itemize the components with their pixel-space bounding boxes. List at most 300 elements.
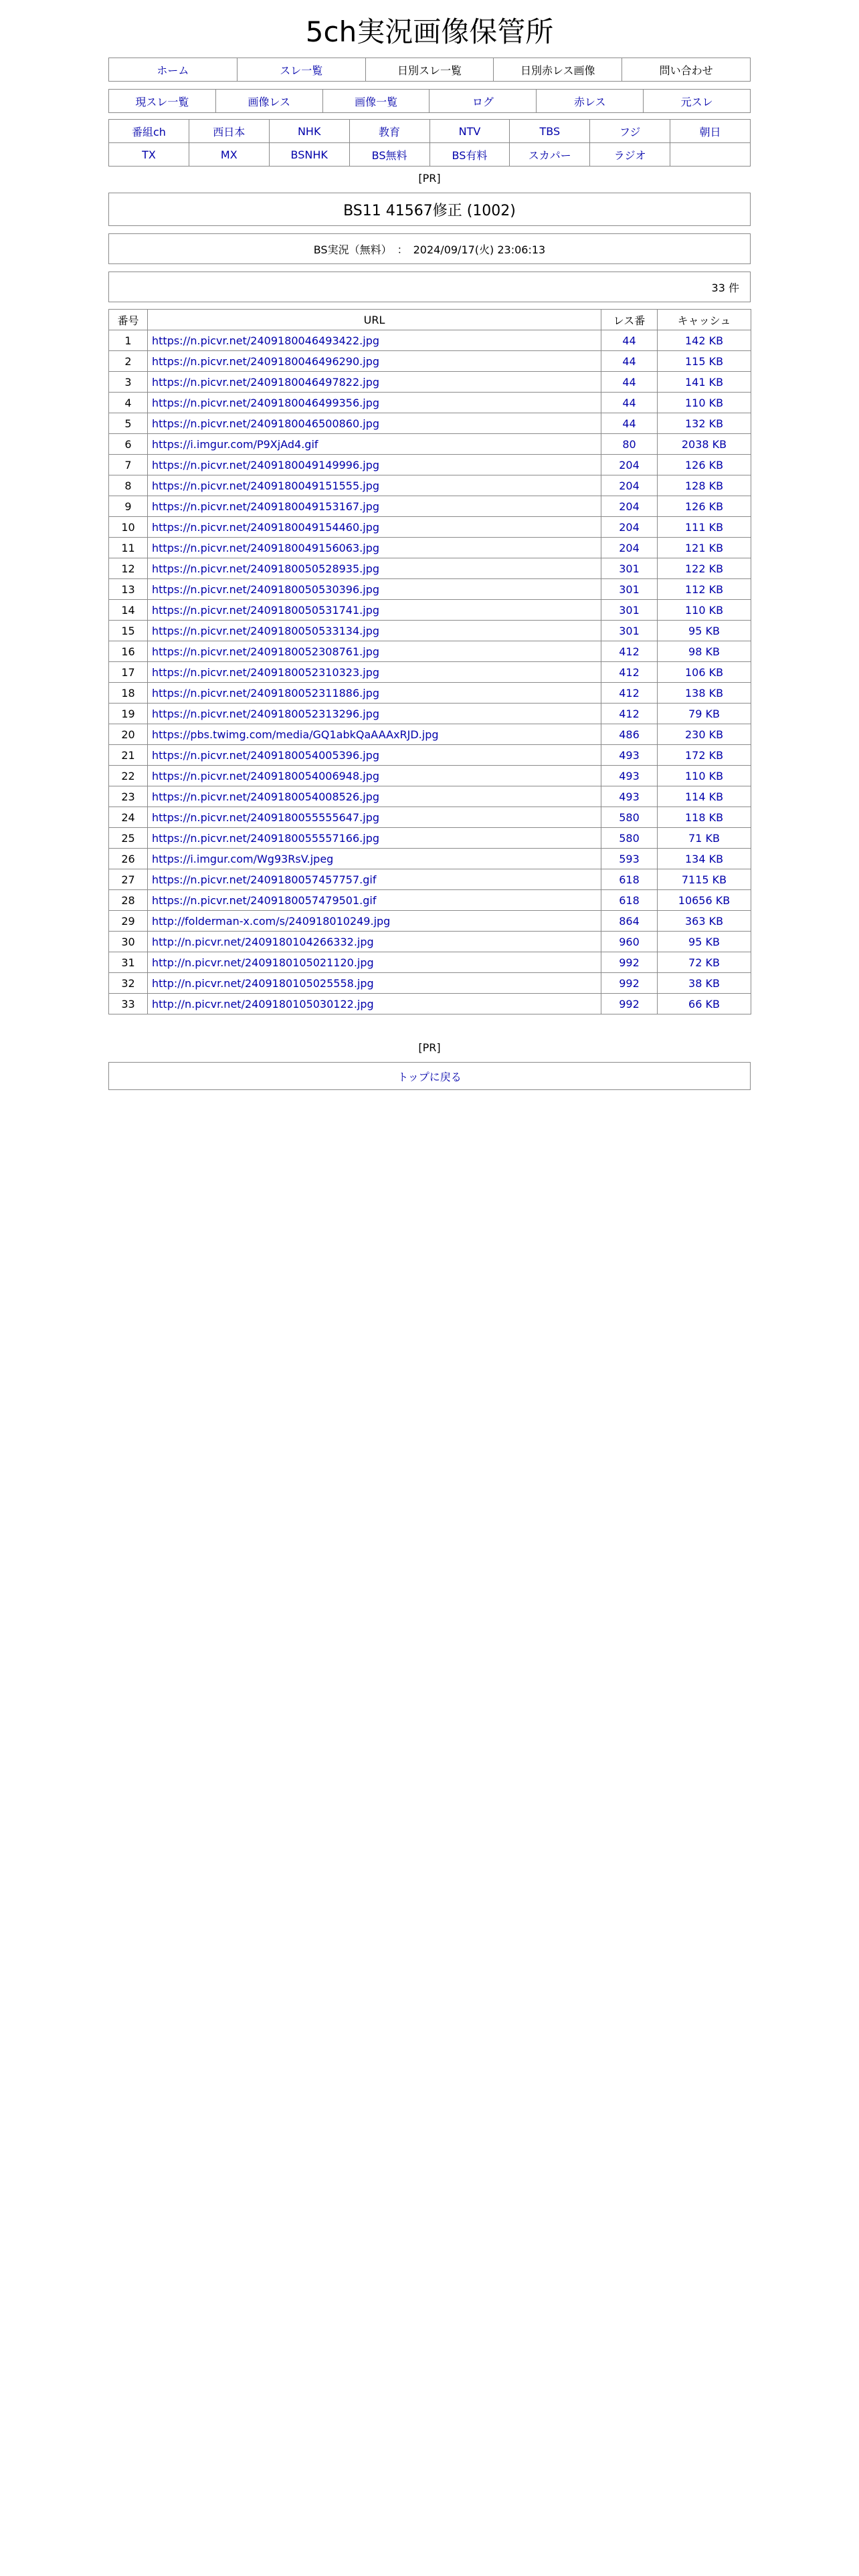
cache-link[interactable]: 126 KB: [684, 458, 724, 471]
row-number: 6: [109, 434, 148, 455]
table-row: [109, 475, 751, 496]
cache-link[interactable]: 142 KB: [684, 334, 724, 347]
res-number-link[interactable]: 992: [619, 997, 640, 1010]
header-cache: キャッシュ: [658, 310, 751, 330]
row-number: 26: [109, 849, 148, 869]
res-number-cell: [601, 621, 658, 641]
cache-cell: [658, 372, 751, 393]
channel-link[interactable]: NTV: [458, 124, 481, 138]
cache-link[interactable]: 128 KB: [684, 479, 724, 492]
row-number: 19: [109, 704, 148, 724]
image-url-link[interactable]: https://n.picvr.net/2409180046499356.jpg: [152, 396, 380, 409]
channel-link[interactable]: TBS: [539, 124, 561, 138]
image-url-link[interactable]: https://n.picvr.net/2409180046497822.jpg: [152, 375, 380, 389]
image-url-link[interactable]: http://n.picvr.net/2409180104266332.jpg: [152, 935, 374, 948]
cache-link[interactable]: 2038 KB: [681, 437, 727, 451]
res-number-link[interactable]: 992: [619, 976, 640, 990]
res-number-link[interactable]: 44: [622, 417, 636, 430]
cache-link[interactable]: 106 KB: [684, 665, 724, 679]
row-number: 1: [109, 330, 148, 351]
image-url-link[interactable]: https://n.picvr.net/2409180054008526.jpg: [152, 790, 380, 803]
image-url-link[interactable]: https://n.picvr.net/2409180052310323.jpg: [152, 665, 380, 679]
row-number: 32: [109, 973, 148, 994]
image-url-link[interactable]: http://folderman-x.com/s/240918010249.jpg: [152, 914, 391, 928]
image-url-link[interactable]: https://n.picvr.net/2409180052313296.jpg: [152, 707, 380, 720]
cache-link[interactable]: 363 KB: [684, 914, 724, 928]
image-url-link[interactable]: https://n.picvr.net/2409180049156063.jpg: [152, 541, 380, 554]
image-url-link[interactable]: https://n.picvr.net/2409180049151555.jpg: [152, 479, 380, 492]
channel-cell[interactable]: [510, 120, 590, 143]
thread-title: BS11 41567修正 (1002): [108, 193, 751, 226]
main-nav-item-3: 日別赤レス画像: [520, 64, 595, 77]
row-number: 25: [109, 828, 148, 849]
url-cell: [148, 786, 601, 807]
image-url-link[interactable]: https://n.picvr.net/2409180046496290.jpg: [152, 354, 380, 368]
thread-nav: [108, 89, 751, 113]
cache-cell: [658, 330, 751, 351]
res-number-link[interactable]: 412: [619, 707, 640, 720]
res-number-cell: [601, 869, 658, 890]
cache-cell: [658, 932, 751, 952]
res-number-link[interactable]: 864: [619, 914, 640, 928]
image-url-link[interactable]: http://n.picvr.net/2409180105030122.jpg: [152, 997, 374, 1010]
res-number-link[interactable]: 204: [619, 541, 640, 554]
res-number-link[interactable]: 204: [619, 500, 640, 513]
cache-link[interactable]: 79 KB: [688, 707, 720, 720]
cache-link[interactable]: 111 KB: [684, 520, 724, 534]
channel-link[interactable]: BS有料: [452, 148, 488, 162]
table-row: [109, 351, 751, 372]
channel-link[interactable]: 西日本: [213, 125, 246, 138]
row-number: 28: [109, 890, 148, 911]
table-row: [109, 600, 751, 621]
cache-link[interactable]: 98 KB: [688, 645, 720, 658]
res-number-cell: [601, 745, 658, 766]
url-cell: [148, 807, 601, 828]
thread-nav-item-1[interactable]: 画像レス: [248, 95, 290, 108]
row-number: 9: [109, 496, 148, 517]
channel-cell[interactable]: [109, 120, 189, 143]
res-number-link[interactable]: 44: [622, 354, 636, 368]
row-number: 14: [109, 600, 148, 621]
cache-cell: [658, 952, 751, 973]
res-number-cell: [601, 662, 658, 683]
thread-nav-cell[interactable]: [322, 90, 430, 113]
main-nav-item-1[interactable]: スレ一覧: [280, 64, 323, 77]
cache-link[interactable]: 230 KB: [684, 728, 724, 741]
thread-nav-item-4[interactable]: 赤レス: [573, 95, 606, 108]
table-row: [109, 372, 751, 393]
url-cell: [148, 683, 601, 704]
main-nav-cell[interactable]: [109, 58, 237, 82]
url-cell: [148, 849, 601, 869]
res-number-cell: [601, 911, 658, 932]
row-number: 11: [109, 538, 148, 558]
thread-nav-item-3[interactable]: ログ: [472, 95, 494, 108]
cache-cell: [658, 994, 751, 1014]
thread-nav-item-0[interactable]: 現スレ一覧: [135, 95, 189, 108]
image-url-link[interactable]: https://n.picvr.net/2409180049153167.jpg: [152, 500, 380, 513]
res-number-cell: [601, 828, 658, 849]
res-number-link[interactable]: 486: [619, 728, 640, 741]
thread-nav-cell[interactable]: [109, 90, 216, 113]
thread-nav-cell[interactable]: [644, 90, 751, 113]
image-url-link[interactable]: https://n.picvr.net/2409180057457757.gif: [152, 873, 377, 886]
res-number-link[interactable]: 204: [619, 479, 640, 492]
table-row: [109, 641, 751, 662]
image-url-link[interactable]: https://pbs.twimg.com/media/GQ1abkQaAAAxRJD.jpg: [152, 728, 439, 741]
image-url-link[interactable]: https://n.picvr.net/2409180046500860.jpg: [152, 417, 380, 430]
channel-cell[interactable]: [189, 143, 269, 167]
row-number: 17: [109, 662, 148, 683]
table-row: [109, 911, 751, 932]
url-cell: [148, 704, 601, 724]
cache-link[interactable]: 110 KB: [684, 769, 724, 782]
res-number-link[interactable]: 580: [619, 811, 640, 824]
image-url-link[interactable]: https://n.picvr.net/2409180050533134.jpg: [152, 624, 380, 637]
res-number-link[interactable]: 301: [619, 562, 640, 575]
main-nav-item-4: 問い合わせ: [659, 64, 713, 77]
res-number-cell: [601, 496, 658, 517]
cache-cell: [658, 558, 751, 579]
cache-cell: [658, 807, 751, 828]
cache-link[interactable]: 112 KB: [684, 582, 724, 596]
cache-cell: [658, 413, 751, 434]
res-number-cell: [601, 475, 658, 496]
image-url-link[interactable]: https://n.picvr.net/2409180054006948.jpg: [152, 769, 380, 782]
url-cell: [148, 413, 601, 434]
channel-row: [109, 120, 751, 143]
image-url-link[interactable]: https://i.imgur.com/Wg93RsV.jpeg: [152, 852, 334, 865]
res-number-link[interactable]: 493: [619, 748, 640, 762]
table-row: [109, 994, 751, 1014]
res-number-link[interactable]: 301: [619, 582, 640, 596]
cache-link[interactable]: 172 KB: [684, 748, 724, 762]
cache-link[interactable]: 132 KB: [684, 417, 724, 430]
url-cell: [148, 455, 601, 475]
image-url-link[interactable]: https://n.picvr.net/2409180055557166.jpg: [152, 831, 380, 845]
channel-cell[interactable]: [349, 120, 430, 143]
table-row: [109, 932, 751, 952]
res-number-cell: [601, 994, 658, 1014]
url-cell: [148, 724, 601, 745]
image-url-link[interactable]: https://n.picvr.net/2409180050531741.jpg: [152, 603, 380, 617]
res-number-link[interactable]: 618: [619, 873, 640, 886]
res-number-cell: [601, 973, 658, 994]
image-url-link[interactable]: https://n.picvr.net/2409180049149996.jpg: [152, 458, 380, 471]
cache-cell: [658, 828, 751, 849]
channel-row: [109, 143, 751, 167]
channel-link[interactable]: 番組ch: [131, 125, 166, 138]
thread-nav-item-2[interactable]: 画像一覧: [355, 95, 398, 108]
row-number: 18: [109, 683, 148, 704]
table-row: [109, 330, 751, 351]
cache-cell: [658, 766, 751, 786]
row-number: 2: [109, 351, 148, 372]
cache-cell: [658, 683, 751, 704]
thread-nav-item-5[interactable]: 元スレ: [680, 95, 713, 108]
res-number-link[interactable]: 493: [619, 790, 640, 803]
url-cell: [148, 538, 601, 558]
channel-cell[interactable]: [269, 143, 349, 167]
res-number-cell: [601, 641, 658, 662]
cache-cell: [658, 724, 751, 745]
table-row: [109, 786, 751, 807]
cache-link[interactable]: 126 KB: [684, 500, 724, 513]
cache-link[interactable]: 115 KB: [684, 354, 724, 368]
res-number-link[interactable]: 493: [619, 769, 640, 782]
res-number-cell: [601, 372, 658, 393]
row-number: 29: [109, 911, 148, 932]
res-number-cell: [601, 786, 658, 807]
image-url-link[interactable]: https://i.imgur.com/P9XjAd4.gif: [152, 437, 318, 451]
channel-link[interactable]: MX: [220, 148, 237, 161]
res-number-cell: [601, 600, 658, 621]
channel-cell[interactable]: [109, 143, 189, 167]
res-number-link[interactable]: 412: [619, 665, 640, 679]
url-cell: [148, 579, 601, 600]
url-cell: [148, 330, 601, 351]
url-cell: [148, 393, 601, 413]
channel-cell[interactable]: [510, 143, 590, 167]
table-row: [109, 849, 751, 869]
thread-nav-cell[interactable]: [215, 90, 322, 113]
cache-link[interactable]: 138 KB: [684, 686, 724, 700]
row-number: 13: [109, 579, 148, 600]
cache-cell: [658, 745, 751, 766]
table-row: [109, 393, 751, 413]
res-number-cell: [601, 952, 658, 973]
back-to-top-link[interactable]: トップに戻る: [397, 1070, 462, 1083]
cache-cell: [658, 641, 751, 662]
thread-nav-row: [109, 90, 751, 113]
url-cell: [148, 621, 601, 641]
table-header-row: [109, 310, 751, 330]
main-nav-item-2: 日別スレ一覧: [397, 64, 462, 77]
cache-link[interactable]: 134 KB: [684, 852, 724, 865]
cache-link[interactable]: 110 KB: [684, 603, 724, 617]
header-res-number: レス番: [601, 310, 658, 330]
channel-link[interactable]: ラジオ: [613, 148, 646, 162]
res-number-cell: [601, 413, 658, 434]
cache-cell: [658, 911, 751, 932]
url-cell: [148, 745, 601, 766]
image-url-link[interactable]: http://n.picvr.net/2409180105025558.jpg: [152, 976, 374, 990]
channel-cell[interactable]: [269, 120, 349, 143]
channel-cell[interactable]: [590, 120, 670, 143]
row-number: 31: [109, 952, 148, 973]
pr-label-top: [PR]: [418, 172, 441, 185]
cache-link[interactable]: 71 KB: [688, 831, 720, 845]
channel-cell[interactable]: [430, 120, 510, 143]
table-row: [109, 973, 751, 994]
row-number: 20: [109, 724, 148, 745]
res-number-cell: [601, 579, 658, 600]
table-row: [109, 538, 751, 558]
cache-cell: [658, 869, 751, 890]
cache-link[interactable]: 122 KB: [684, 562, 724, 575]
header-url: URL: [148, 310, 601, 330]
url-cell: [148, 517, 601, 538]
res-number-link[interactable]: 204: [619, 458, 640, 471]
cache-link[interactable]: 95 KB: [688, 624, 720, 637]
channel-link[interactable]: BSNHK: [290, 148, 328, 161]
url-cell: [148, 911, 601, 932]
res-number-link[interactable]: 412: [619, 645, 640, 658]
cache-cell: [658, 517, 751, 538]
image-url-link[interactable]: https://n.picvr.net/2409180052311886.jpg: [152, 686, 380, 700]
result-count: 33 件: [108, 272, 751, 302]
table-row: [109, 683, 751, 704]
channel-link[interactable]: 教育: [379, 125, 401, 138]
res-number-cell: [601, 849, 658, 869]
url-cell: [148, 351, 601, 372]
cache-link[interactable]: 66 KB: [688, 997, 720, 1010]
res-number-cell: [601, 807, 658, 828]
cache-link[interactable]: 141 KB: [684, 375, 724, 389]
res-number-cell: [601, 766, 658, 786]
row-number: 23: [109, 786, 148, 807]
url-cell: [148, 662, 601, 683]
channel-nav: [108, 119, 751, 167]
table-row: [109, 704, 751, 724]
row-number: 7: [109, 455, 148, 475]
cache-link[interactable]: 110 KB: [684, 396, 724, 409]
channel-link[interactable]: 朝日: [699, 125, 721, 138]
channel-link[interactable]: スカパー: [528, 148, 571, 162]
channel-cell[interactable]: [349, 143, 430, 167]
image-url-link[interactable]: https://n.picvr.net/2409180046493422.jpg: [152, 334, 380, 347]
url-cell: [148, 952, 601, 973]
channel-cell[interactable]: [670, 120, 751, 143]
res-number-link[interactable]: 301: [619, 603, 640, 617]
res-number-link[interactable]: 412: [619, 686, 640, 700]
res-number-cell: [601, 558, 658, 579]
res-number-link[interactable]: 960: [619, 935, 640, 948]
table-row: [109, 517, 751, 538]
res-number-link[interactable]: 80: [622, 437, 636, 451]
image-url-link[interactable]: https://n.picvr.net/2409180050528935.jpg: [152, 562, 380, 575]
res-number-link[interactable]: 580: [619, 831, 640, 845]
main-nav-row: [109, 58, 751, 82]
image-url-link[interactable]: http://n.picvr.net/2409180105021120.jpg: [152, 956, 374, 969]
cache-cell: [658, 393, 751, 413]
res-number-link[interactable]: 992: [619, 956, 640, 969]
table-row: [109, 662, 751, 683]
row-number: 30: [109, 932, 148, 952]
table-row: [109, 434, 751, 455]
channel-link[interactable]: NHK: [297, 124, 321, 138]
main-nav-cell[interactable]: [237, 58, 365, 82]
res-number-cell: [601, 330, 658, 351]
res-number-link[interactable]: 593: [619, 852, 640, 865]
url-cell: [148, 600, 601, 621]
image-url-link[interactable]: https://n.picvr.net/2409180052308761.jpg: [152, 645, 380, 658]
cache-link[interactable]: 118 KB: [684, 811, 724, 824]
table-row: [109, 724, 751, 745]
res-number-link[interactable]: 44: [622, 334, 636, 347]
channel-cell[interactable]: [590, 143, 670, 167]
image-table: [108, 309, 751, 1014]
channel-cell: [670, 143, 751, 167]
cache-link[interactable]: 10656 KB: [678, 893, 731, 907]
cache-cell: [658, 475, 751, 496]
res-number-cell: [601, 517, 658, 538]
res-number-cell: [601, 724, 658, 745]
channel-link[interactable]: TX: [142, 148, 156, 161]
image-url-link[interactable]: https://n.picvr.net/2409180050530396.jpg: [152, 582, 380, 596]
table-row: [109, 455, 751, 475]
cache-link[interactable]: 38 KB: [688, 976, 720, 990]
image-url-link[interactable]: https://n.picvr.net/2409180049154460.jpg: [152, 520, 380, 534]
row-number: 22: [109, 766, 148, 786]
thread-info: BS実況（無料） ： 2024/09/17(火) 23:06:13: [108, 233, 751, 264]
row-number: 24: [109, 807, 148, 828]
main-nav-item-0[interactable]: ホーム: [157, 64, 189, 77]
url-cell: [148, 372, 601, 393]
url-cell: [148, 994, 601, 1014]
cache-cell: [658, 455, 751, 475]
row-number: 27: [109, 869, 148, 890]
res-number-link[interactable]: 44: [622, 396, 636, 409]
res-number-link[interactable]: 204: [619, 520, 640, 534]
cache-link[interactable]: 121 KB: [684, 541, 724, 554]
table-row: [109, 558, 751, 579]
url-cell: [148, 475, 601, 496]
image-table-container: [108, 309, 751, 1014]
table-row: [109, 766, 751, 786]
table-row: [109, 869, 751, 890]
url-cell: [148, 766, 601, 786]
res-number-link[interactable]: 44: [622, 375, 636, 389]
cache-link[interactable]: 95 KB: [688, 935, 720, 948]
image-url-link[interactable]: https://n.picvr.net/2409180054005396.jpg: [152, 748, 380, 762]
row-number: 4: [109, 393, 148, 413]
row-number: 15: [109, 621, 148, 641]
channel-link[interactable]: フジ: [619, 125, 641, 138]
thread-nav-cell[interactable]: [537, 90, 644, 113]
table-row: [109, 952, 751, 973]
url-cell: [148, 973, 601, 994]
row-number: 12: [109, 558, 148, 579]
cache-cell: [658, 496, 751, 517]
channel-link[interactable]: BS無料: [371, 148, 407, 162]
cache-cell: [658, 662, 751, 683]
image-url-link[interactable]: https://n.picvr.net/2409180055555647.jpg: [152, 811, 380, 824]
row-number: 16: [109, 641, 148, 662]
res-number-link[interactable]: 301: [619, 624, 640, 637]
image-url-link[interactable]: https://n.picvr.net/2409180057479501.gif: [152, 893, 377, 907]
cache-link[interactable]: 72 KB: [688, 956, 720, 969]
row-number: 10: [109, 517, 148, 538]
site-title: 5ch実況画像保管所: [305, 15, 554, 48]
channel-cell[interactable]: [189, 120, 269, 143]
url-cell: [148, 558, 601, 579]
url-cell: [148, 496, 601, 517]
cache-link[interactable]: 114 KB: [684, 790, 724, 803]
thread-nav-cell[interactable]: [430, 90, 537, 113]
cache-link[interactable]: 7115 KB: [681, 873, 727, 886]
channel-cell[interactable]: [430, 143, 510, 167]
res-number-cell: [601, 704, 658, 724]
res-number-link[interactable]: 618: [619, 893, 640, 907]
res-number-cell: [601, 683, 658, 704]
cache-cell: [658, 973, 751, 994]
table-row: [109, 579, 751, 600]
url-cell: [148, 641, 601, 662]
url-cell: [148, 869, 601, 890]
cache-cell: [658, 704, 751, 724]
